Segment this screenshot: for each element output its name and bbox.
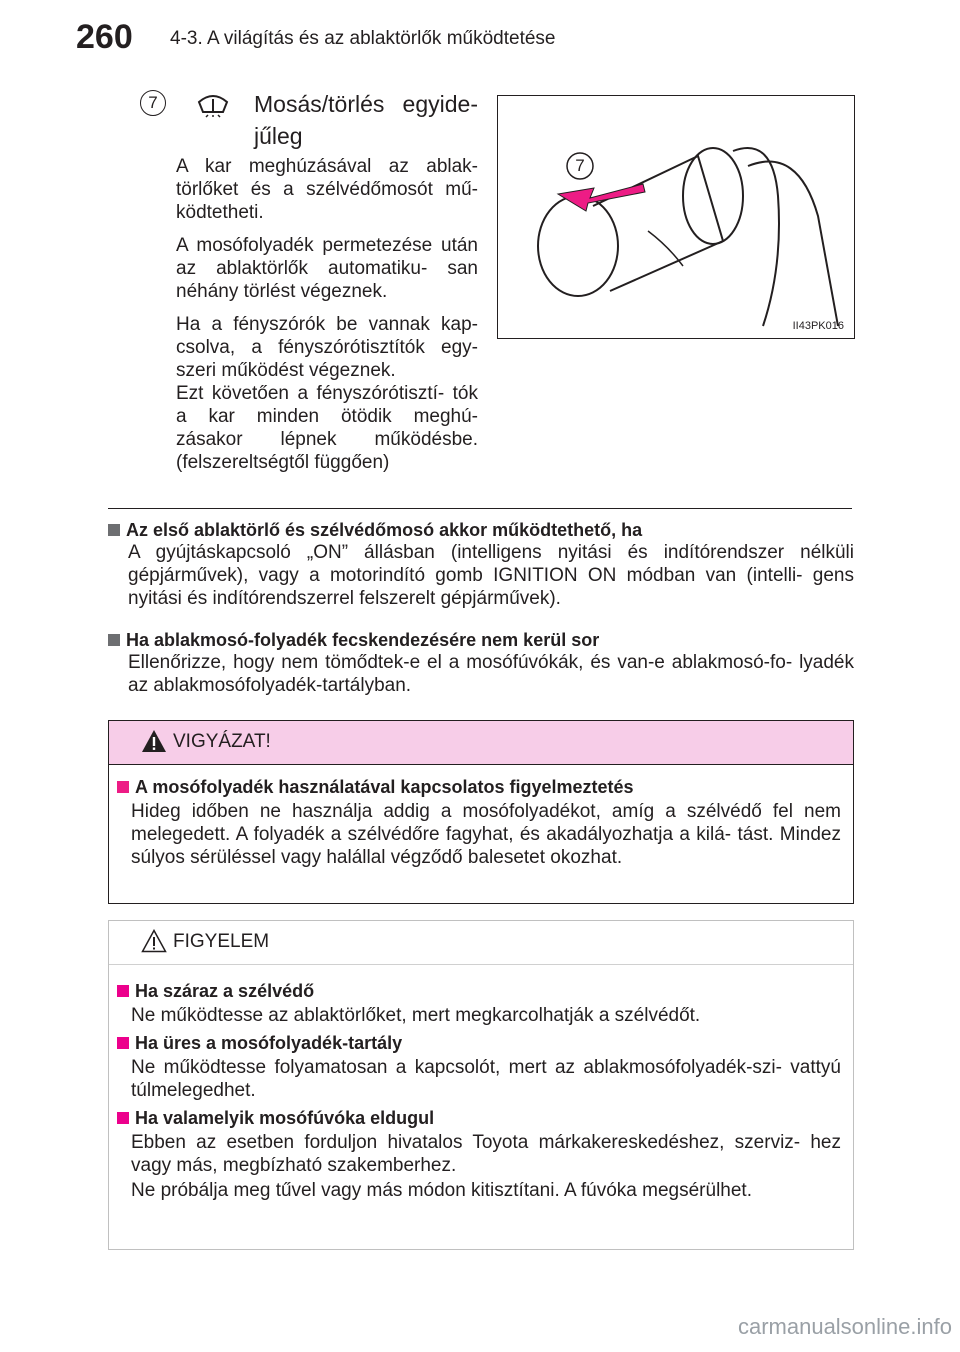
note-body: Ellenőrizze, hogy nem tömődtek-e el a mosófúvókák, és van-e ablakmosó-fo- lyadék az ablakmosófolyadék-tartályban. bbox=[128, 652, 854, 696]
page-number: 260 bbox=[76, 18, 133, 56]
warning-item-title-text: A mosófolyadék használatával kapcsolatos figyelmeztetés bbox=[135, 777, 634, 797]
notice-item-title-text: Ha száraz a szélvédő bbox=[135, 981, 315, 1001]
item-7-paragraph: Ha a fényszórók be vannak kap- csolva, a fényszórótisztítók egy- szeri működést végeznek. bbox=[176, 314, 478, 381]
square-bullet-icon bbox=[117, 1037, 129, 1049]
section-divider bbox=[108, 508, 852, 509]
notice-box bbox=[108, 920, 854, 1250]
warning-item-body: Hideg időben ne használja addig a mosófolyadékot, amíg a szélvédő fel nem melegedett. A folyadék a szélvédőre fagyhat, és akadályozhatja a kilá- tást. Mindez súlyos sérüléssel vagy halállal végződő balesetet okozhat. bbox=[131, 801, 841, 868]
warning-header bbox=[109, 721, 853, 765]
note-title-text: Ha ablakmosó-folyadék fecskendezésére nem kerül sor bbox=[126, 630, 600, 650]
watermark: carmanualsonline.info bbox=[737, 1314, 952, 1339]
square-bullet-icon bbox=[108, 524, 120, 536]
note-title-text: Az első ablaktörlő és szélvédőmosó akkor működtethető, ha bbox=[126, 520, 643, 540]
caution-triangle-icon bbox=[141, 929, 167, 958]
notice-item-title bbox=[117, 1108, 853, 1129]
notice-item-body: Ne működtesse folyamatosan a kapcsolót, mert az ablakmosófolyadék-szi- vattyú túlmelegedhet. bbox=[131, 1057, 841, 1101]
item-number-badge: 7 bbox=[140, 90, 166, 116]
lever-drawing bbox=[498, 96, 854, 338]
square-bullet-icon bbox=[117, 1112, 129, 1124]
callout-number: 7 bbox=[575, 156, 585, 175]
notice-label: FIGYELEM bbox=[173, 931, 270, 952]
notice-item-title bbox=[117, 981, 853, 1002]
note-block bbox=[108, 630, 854, 697]
notice-item-body: Ebben az esetben forduljon hivatalos Toyota márkakereskedéshez, szerviz- hez vagy más, megbízható szakemberhez. bbox=[131, 1132, 841, 1176]
warning-box bbox=[108, 720, 854, 904]
square-bullet-icon bbox=[108, 634, 120, 646]
note-body: A gyújtáskapcsoló „ON” állásban (intelligens nyitási és indítórendszer nélküli gépjárművek), vagy a motorindító gomb IGNITION ON módban van (intelli- gens nyitási és indítórendszerrel felszerelt gépjárművek). bbox=[128, 542, 854, 609]
warning-label: VIGYÁZAT! bbox=[173, 731, 271, 752]
note-title bbox=[108, 520, 854, 541]
warning-triangle-icon bbox=[141, 729, 167, 758]
notice-item-title-text: Ha üres a mosófolyadék-tartály bbox=[135, 1033, 403, 1053]
item-7-paragraph: Ezt követően a fényszórótisztí- tók a kar minden ötödik meghú- zásakor lépnek működésbe. (felszereltségtől függően) bbox=[176, 383, 478, 473]
square-bullet-icon bbox=[117, 781, 129, 793]
square-bullet-icon bbox=[117, 985, 129, 997]
item-7-title: Mosás/törlés egyide- jűleg bbox=[254, 91, 478, 149]
wash-wipe-icon bbox=[196, 90, 230, 123]
item-7-description bbox=[176, 155, 478, 484]
notice-item-title bbox=[117, 1033, 853, 1054]
notice-item-title-text: Ha valamelyik mosófúvóka eldugul bbox=[135, 1108, 435, 1128]
notice-header bbox=[109, 921, 853, 965]
item-7-heading bbox=[140, 88, 478, 148]
note-block bbox=[108, 520, 854, 610]
item-7-paragraph: A kar meghúzásával az ablak- törlőket és a szélvédőmosót mű- ködtetheti. bbox=[176, 156, 478, 223]
section-title: 4-3. A világítás és az ablaktörlők működtetése bbox=[170, 28, 556, 49]
note-title bbox=[108, 630, 854, 651]
illustration-code: II43PK016 bbox=[792, 320, 844, 332]
notice-item-body: Ne működtesse az ablaktörlőket, mert megkarcolhatják a szélvédőt. bbox=[131, 1005, 701, 1026]
notice-item-body: Ne próbálja meg tűvel vagy más módon kitisztítani. A fúvóka megsérülhet. bbox=[131, 1180, 752, 1201]
wiper-lever-illustration bbox=[497, 95, 855, 339]
warning-item-title bbox=[117, 777, 853, 798]
item-7-paragraph: A mosófolyadék permetezése után az ablaktörlők automatiku- san néhány törlést végeznek. bbox=[176, 235, 478, 302]
